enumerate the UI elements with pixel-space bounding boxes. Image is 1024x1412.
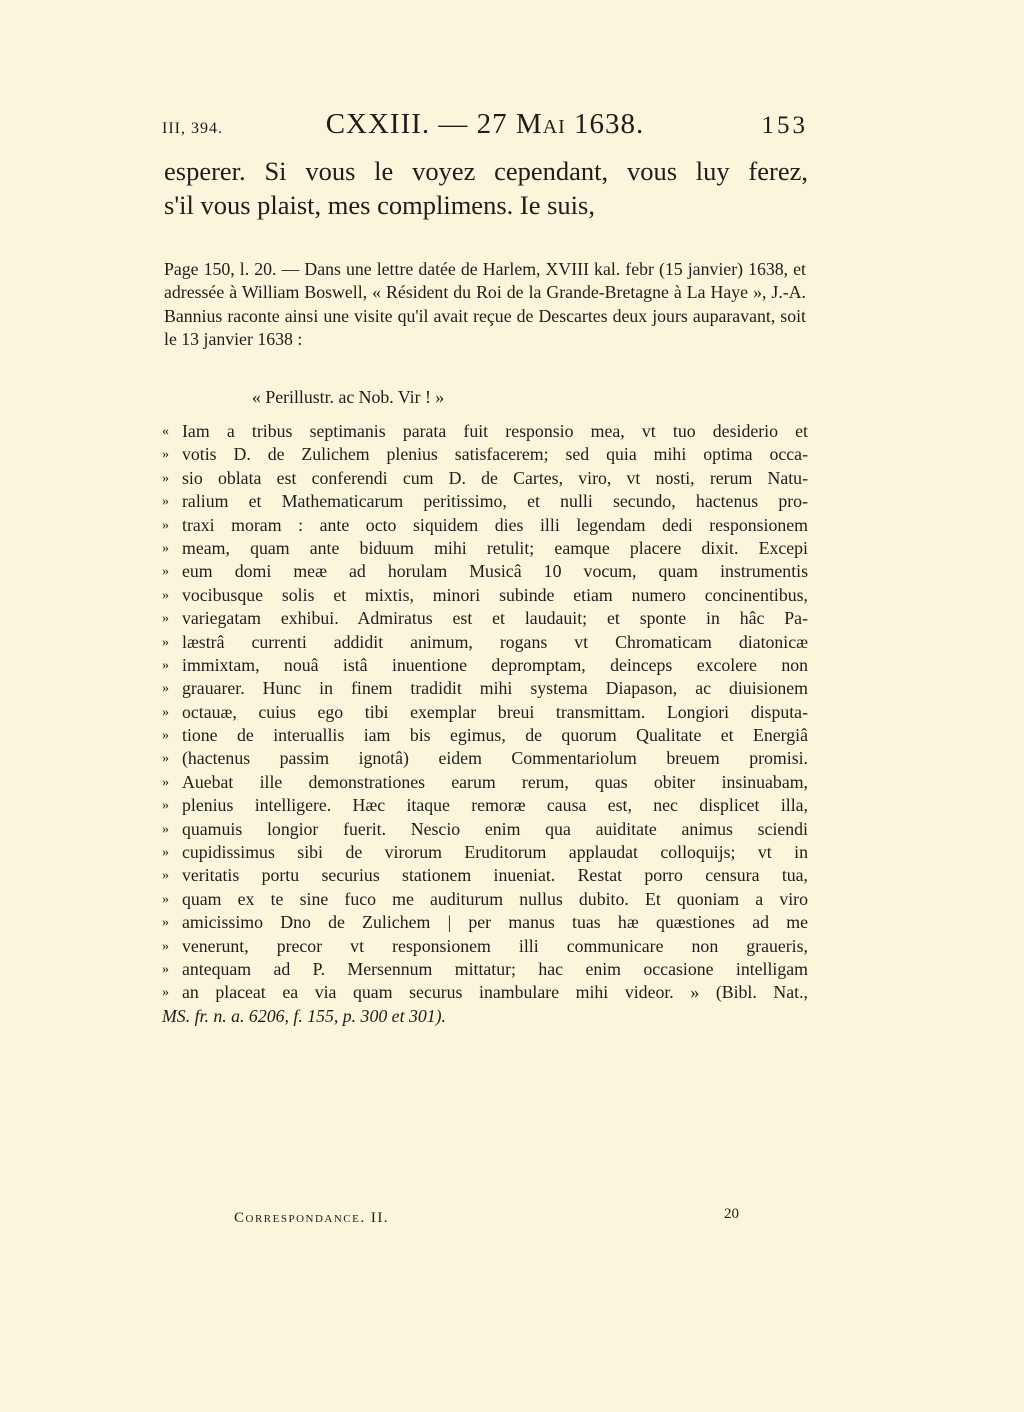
letter-line	[162, 794, 808, 817]
letter-line-text: grauarer. Hunc in finem tradidit mihi systema Diapason, ac diuisionem	[182, 678, 808, 699]
quote-mark: »	[162, 634, 169, 650]
letter-line-text: ralium et Mathematicarum peritissimo, et nulli secundo, hactenus pro-	[182, 491, 808, 512]
letter-line	[162, 514, 808, 537]
letter-line-text: variegatam exhibui. Admiratus est et laudauit; et sponte in hâc Pa-	[182, 608, 808, 629]
quoted-letter	[162, 420, 808, 1028]
letter-line-text: traxi moram : ante octo siquidem dies illi legendam dedi responsionem	[182, 514, 808, 535]
letter-line-text: meam, quam ante biduum mihi retulit; eamque placere dixit. Excepi	[182, 537, 808, 558]
letter-line	[162, 443, 808, 466]
quote-mark: »	[162, 657, 169, 673]
quote-mark: »	[162, 985, 169, 1001]
letter-line	[162, 560, 808, 583]
quote-mark: »	[162, 517, 169, 533]
page-number: 153	[761, 112, 808, 139]
letter-line-text: veritatis portu securius stationem inueniat. Restat porro censura tua,	[182, 865, 808, 886]
main-text-line: esperer. Si vous le voyez cependant, vous luy ferez,	[164, 156, 808, 186]
letter-line	[162, 911, 808, 934]
letter-line-text: sio oblata est conferendi cum D. de Cartes, viro, vt nosti, rerum Natu-	[182, 467, 808, 488]
quote-mark: »	[162, 845, 169, 861]
quote-mark: »	[162, 751, 169, 767]
main-text	[164, 154, 808, 222]
letter-line	[162, 724, 808, 747]
signature-number: 20	[724, 1206, 739, 1222]
letter-line-text: cupidissimus sibi de virorum Eruditorum applaudat colloquijs; vt in	[182, 842, 808, 863]
letter-line-text: læstrâ currenti addidit animum, rogans vt Chromaticam diatonicæ	[182, 631, 808, 652]
letter-line-text: antequam ad P. Mersennum mittatur; hac enim occasione intelligam	[182, 958, 808, 979]
letter-line	[162, 677, 808, 700]
quote-mark: »	[162, 891, 169, 907]
letter-line-text: vocibusque solis et mixtis, minori subinde etiam numero concinentibus,	[182, 584, 808, 605]
quote-mark: »	[162, 611, 169, 627]
quote-mark: »	[162, 915, 169, 931]
letter-line	[162, 490, 808, 513]
quote-mark: »	[162, 798, 169, 814]
letter-line-text: tione de interuallis iam bis egimus, de quorum Qualitate et Energiâ	[182, 725, 808, 746]
letter-line	[162, 607, 808, 630]
letter-line-text: (hactenus passim ignotâ) eidem Commentariolum breuem promisi.	[182, 748, 808, 769]
quote-mark: »	[162, 540, 169, 556]
letter-line-text: quam ex te sine fuco me auditurum nullus dubito. Et quoniam a viro	[182, 888, 808, 909]
letter-salutation: « Perillustr. ac Nob. Vir ! »	[252, 387, 445, 407]
letter-line	[162, 818, 808, 841]
letter-line-text: plenius intelligere. Hæc itaque remoræ causa est, nec displicet illa,	[182, 795, 808, 816]
quote-mark: »	[162, 774, 169, 790]
letter-line-text: immixtam, nouâ istâ inuentione depromptam, deinceps excolere non	[182, 654, 808, 675]
letter-line	[162, 747, 808, 770]
letter-line	[162, 841, 808, 864]
page-header	[162, 108, 808, 148]
quote-mark: »	[162, 470, 169, 486]
quote-mark: »	[162, 704, 169, 720]
letter-line-text: octauæ, cuius ego tibi exemplar breui transmittam. Longiori disputa-	[182, 701, 808, 722]
quote-mark: »	[162, 868, 169, 884]
letter-line	[162, 701, 808, 724]
letter-line-text: venerunt, precor vt responsionem illi communicare non graueris,	[182, 935, 808, 956]
letter-line	[162, 771, 808, 794]
quote-mark: »	[162, 564, 169, 580]
letter-line-text: votis D. de Zulichem plenius satisfacerem; sed quia mihi optima occa-	[182, 444, 808, 465]
quote-mark: »	[162, 447, 169, 463]
quote-mark: »	[162, 728, 169, 744]
quote-mark: »	[162, 494, 169, 510]
quote-mark: »	[162, 938, 169, 954]
letter-line	[162, 654, 808, 677]
letter-line	[162, 584, 808, 607]
source-citation-line	[162, 1005, 808, 1028]
quote-mark: »	[162, 961, 169, 977]
footer-signature: Correspondance. II.	[234, 1210, 390, 1226]
letter-line	[162, 864, 808, 887]
letter-line-text: amicissimo Dno de Zulichem | per manus tuas hæ quæstiones ad me	[182, 912, 808, 933]
letter-line	[162, 537, 808, 560]
letter-line	[162, 981, 808, 1004]
letter-line	[162, 958, 808, 981]
letter-line	[162, 420, 808, 443]
editorial-note: Page 150, l. 20. — Dans une lettre datée de Harlem, XVIII kal. febr (15 janvier) 1638, et adressée à William Boswell, « Résident du Roi de la Grande-Bretagne à La Haye », J.-A. Bannius raconte ainsi une visite qu'il avait reçue de Descartes deux jours auparavant, soit le 13 janvier 1638 :	[164, 259, 806, 350]
letter-line-text: quamuis longior fuerit. Nescio enim qua auiditate animus sciendi	[182, 818, 808, 839]
letter-line	[162, 888, 808, 911]
letter-line-text: an placeat ea via quam securus inambulare mihi videor. » (Bibl. Nat.,	[182, 982, 808, 1003]
letter-line-text: eum domi meæ ad horulam Musicâ 10 vocum, quam instrumentis	[182, 561, 808, 582]
quote-mark: «	[162, 424, 169, 439]
letter-line	[162, 935, 808, 958]
quote-mark: »	[162, 587, 169, 603]
letter-line	[162, 467, 808, 490]
volume-reference: III, 394.	[162, 120, 223, 137]
main-text-line: s'il vous plaist, mes complimens. Ie suis,	[164, 190, 595, 220]
letter-line	[162, 631, 808, 654]
source-citation: MS. fr. n. a. 6206, f. 155, p. 300 et 301).	[162, 1005, 446, 1026]
quote-mark: »	[162, 681, 169, 697]
letter-line-text: Auebat ille demonstrationes earum rerum, quas obiter insinuabam,	[182, 771, 808, 792]
letter-title: CXXIII. — 27 Mai 1638.	[325, 108, 645, 140]
quote-mark: »	[162, 821, 169, 837]
letter-line-text: Iam a tribus septimanis parata fuit responsio mea, vt tuo desiderio et	[182, 421, 808, 441]
